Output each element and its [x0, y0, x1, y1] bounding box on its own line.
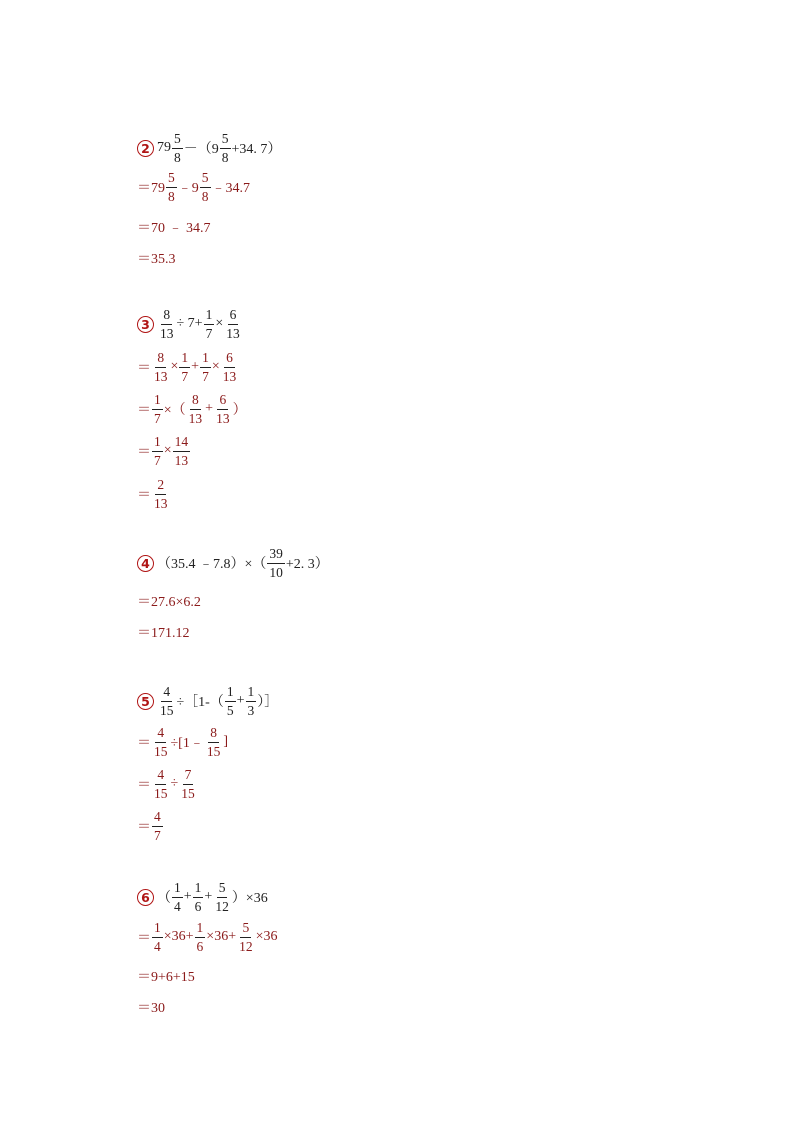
fraction-denominator: 6	[196, 938, 204, 954]
fraction-denominator: 8	[201, 188, 209, 204]
fraction-numerator: 1	[204, 308, 215, 325]
problem-number-marker: 3	[137, 316, 154, 333]
fraction	[221, 351, 239, 383]
fraction	[152, 351, 170, 383]
fraction-denominator: 13	[160, 325, 174, 341]
fraction-denominator: 7	[205, 325, 213, 341]
problem-3-statement	[137, 307, 243, 341]
expression-text: ÷ 7+	[176, 316, 203, 331]
problem-4-statement	[137, 546, 329, 580]
expression-text: ＝	[137, 931, 151, 946]
problem-4-step-1	[137, 584, 201, 618]
fraction-numerator: 6	[217, 393, 228, 410]
expression-text: ＝171.12	[137, 626, 190, 641]
fraction-denominator: 8	[168, 188, 175, 204]
fraction-numerator: 5	[217, 881, 228, 898]
fraction-denominator: 10	[269, 564, 283, 580]
expression-text: +2. 3）	[285, 557, 329, 572]
fraction-denominator: 8	[174, 149, 181, 165]
fraction-denominator: 13	[188, 410, 203, 426]
fraction	[179, 768, 197, 800]
expression-text: +	[205, 401, 214, 416]
expression-text: ）］	[257, 695, 279, 710]
fraction-numerator: 7	[183, 768, 194, 785]
fraction	[224, 308, 242, 340]
fraction-denominator: 3	[247, 702, 255, 718]
fraction	[246, 685, 257, 717]
problem-number-marker: 5	[137, 693, 154, 710]
problem-number-marker: 4	[137, 555, 154, 572]
fraction-numerator: 5	[220, 132, 231, 149]
fraction-denominator: 12	[215, 898, 229, 914]
fraction	[187, 393, 205, 425]
fraction	[213, 881, 231, 913]
fraction-numerator: 1	[195, 921, 206, 938]
fraction	[158, 685, 176, 717]
fraction	[152, 921, 163, 953]
expression-text: ＝30	[137, 1001, 165, 1016]
problem-2-step-1	[137, 170, 250, 204]
fraction-denominator: 13	[154, 368, 168, 384]
fraction-denominator: 4	[154, 938, 161, 954]
fraction-numerator: 5	[200, 171, 211, 188]
fraction	[237, 921, 255, 953]
fraction-numerator: 5	[172, 132, 183, 149]
expression-text: 79	[157, 140, 171, 155]
fraction-denominator: 13	[216, 410, 230, 426]
expression-text: ×36	[255, 929, 278, 944]
expression-text: ×36+	[163, 929, 194, 944]
expression-text: ＝	[137, 488, 151, 503]
problem-2-step-3	[137, 241, 176, 275]
fraction-numerator: 4	[161, 685, 172, 702]
expression-text: ＝	[137, 403, 151, 418]
fraction-numerator: 8	[190, 393, 201, 410]
fraction	[166, 171, 177, 203]
expression-text: ）	[232, 403, 247, 418]
problem-5-step-2	[137, 767, 198, 801]
fraction-numerator: 5	[240, 921, 251, 938]
problem-3-step-2	[137, 392, 247, 426]
fraction-denominator: 15	[160, 702, 174, 718]
fraction-numerator: 1	[172, 881, 183, 898]
fraction-numerator: 5	[166, 171, 177, 188]
fraction-numerator: 4	[155, 726, 166, 743]
fraction	[152, 435, 163, 467]
expression-text: +34. 7）	[231, 142, 282, 157]
fraction-numerator: 39	[267, 547, 285, 564]
fraction	[225, 685, 236, 717]
problem-3-step-3	[137, 434, 191, 468]
fraction-numerator: 1	[225, 685, 236, 702]
fraction-numerator: 1	[152, 393, 163, 410]
expression-text: ÷［1-（	[176, 695, 224, 710]
expression-text: ×36+	[206, 929, 237, 944]
problem-6-step-2	[137, 959, 195, 993]
expression-text: +	[191, 359, 200, 374]
fraction	[152, 478, 170, 510]
expression-text: ＝	[137, 361, 151, 376]
fraction-denominator: 4	[174, 898, 181, 914]
expression-text: （	[157, 891, 171, 906]
expression-text: ×	[211, 359, 220, 374]
problem-3-step-4	[137, 477, 171, 511]
fraction	[172, 132, 183, 164]
fraction	[152, 726, 170, 758]
fraction-denominator: 13	[222, 368, 237, 384]
expression-text: ×	[215, 316, 224, 331]
expression-text: ×	[163, 443, 172, 458]
expression-text: +	[204, 889, 213, 904]
fraction-numerator: 6	[224, 351, 235, 368]
fraction-numerator: 6	[228, 308, 239, 325]
expression-text: ×（	[163, 403, 186, 418]
fraction-denominator: 7	[202, 368, 209, 384]
fraction-numerator: 1	[152, 435, 163, 452]
expression-text: （35.4 ﹣7.8）×（	[157, 557, 267, 572]
problem-6-step-3	[137, 990, 165, 1024]
fraction	[179, 351, 190, 383]
fraction	[205, 726, 223, 758]
problem-4-step-2	[137, 615, 190, 649]
expression-text: +	[183, 889, 192, 904]
fraction-numerator: 2	[155, 478, 166, 495]
fraction-denominator: 8	[221, 149, 229, 165]
fraction-denominator: 6	[194, 898, 202, 914]
fraction-numerator: 4	[155, 768, 166, 785]
fraction-numerator: 1	[179, 351, 190, 368]
expression-text: ÷	[170, 776, 179, 791]
expression-text: ＝	[137, 445, 151, 460]
problem-5-step-3	[137, 809, 164, 843]
fraction-denominator: 7	[181, 368, 189, 384]
fraction	[152, 768, 170, 800]
expression-text: ﹣9	[177, 181, 199, 196]
expression-text: ÷[1﹣	[170, 736, 204, 751]
fraction	[204, 308, 215, 340]
expression-text: ﹣34.7	[211, 181, 250, 196]
fraction	[195, 921, 206, 953]
expression-text: ＝35.3	[137, 252, 176, 267]
fraction-numerator: 14	[173, 435, 191, 452]
expression-text: +	[236, 693, 245, 708]
problem-3-step-1	[137, 350, 239, 384]
fraction-denominator: 13	[154, 495, 168, 511]
fraction-numerator: 8	[208, 726, 219, 743]
fraction-denominator: 7	[154, 410, 161, 426]
problem-5-step-1	[137, 725, 228, 759]
fraction-denominator: 12	[239, 938, 253, 954]
problem-number-marker: 6	[137, 889, 154, 906]
fraction	[172, 881, 183, 913]
expression-text: ＝	[137, 778, 151, 793]
fraction-denominator: 15	[181, 785, 195, 801]
problem-6-statement	[137, 880, 268, 914]
expression-text: ＝79	[137, 181, 165, 196]
fraction-denominator: 5	[226, 702, 234, 718]
fraction	[267, 547, 285, 579]
expression-text: ]	[223, 734, 229, 749]
fraction-denominator: 13	[174, 452, 189, 468]
fraction	[173, 435, 191, 467]
fraction	[220, 132, 231, 164]
problem-number-marker: 2	[137, 140, 154, 157]
fraction-numerator: 1	[246, 685, 257, 702]
expression-text: ＝	[137, 820, 151, 835]
expression-text: ＝27.6×6.2	[137, 595, 201, 610]
fraction	[152, 810, 163, 842]
fraction-numerator: 8	[155, 351, 166, 368]
fraction-denominator: 15	[206, 743, 221, 759]
expression-text: ＝70 ﹣ 34.7	[137, 221, 211, 236]
expression-text: ）×36	[231, 891, 268, 906]
fraction	[158, 308, 176, 340]
expression-text: ＝	[137, 736, 151, 751]
fraction-numerator: 1	[200, 351, 211, 368]
fraction-numerator: 1	[193, 881, 204, 898]
fraction	[152, 393, 163, 425]
fraction-denominator: 7	[154, 827, 161, 843]
fraction-numerator: 1	[152, 921, 163, 938]
fraction-numerator: 4	[152, 810, 163, 827]
fraction	[214, 393, 232, 425]
problem-2-statement	[137, 131, 281, 165]
fraction-denominator: 13	[226, 325, 240, 341]
expression-text: ＝9+6+15	[137, 970, 195, 985]
fraction-numerator: 8	[161, 308, 172, 325]
problem-5-statement	[137, 684, 278, 718]
problem-6-step-1	[137, 920, 278, 954]
fraction	[200, 171, 211, 203]
fraction-denominator: 15	[154, 743, 168, 759]
expression-text: －（9	[183, 142, 219, 157]
problem-2-step-2	[137, 210, 211, 244]
fraction	[193, 881, 204, 913]
fraction-denominator: 15	[154, 785, 168, 801]
fraction	[200, 351, 211, 383]
fraction-denominator: 7	[154, 452, 161, 468]
expression-text: ×	[170, 359, 179, 374]
